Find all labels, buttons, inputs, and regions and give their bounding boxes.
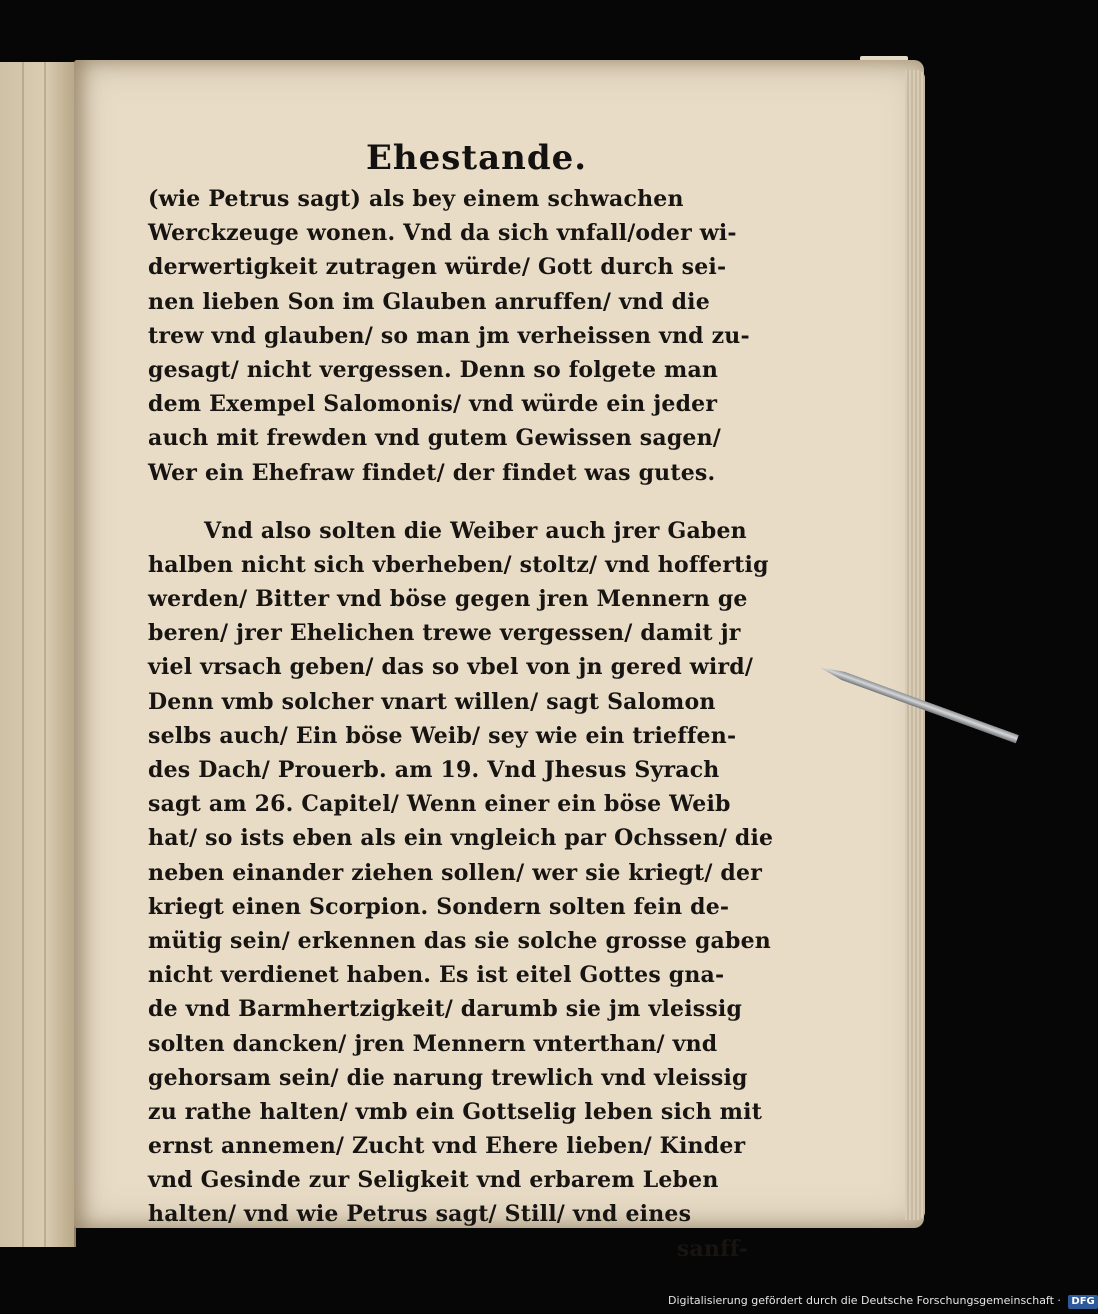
text-line: gehorsam sein/ die narung trewlich vnd vleissig: [148, 1064, 748, 1091]
text-line: beren/ jrer Ehelichen trewe vergessen/ damit jr: [148, 620, 741, 647]
text-line: gesagt/ nicht vergessen. Denn so folgete man: [148, 356, 719, 383]
page-stack-edge: [905, 70, 925, 1220]
text-line: hat/ so ists eben als ein vngleich par Ochssen/ die: [148, 825, 774, 852]
text-line: ernst annemen/ Zucht vnd Ehere lieben/ Kinder: [148, 1133, 746, 1160]
text-line: Wer ein Ehefraw findet/ der findet was gutes.: [148, 459, 716, 486]
text-line: trew vnd glauben/ so man jm verheissen vnd zu-: [148, 322, 750, 349]
text-line: auch mit frewden vnd gutem Gewissen sagen/: [148, 425, 722, 452]
text-line: de vnd Barmhertzigkeit/ darumb sie jm vleissig: [148, 996, 743, 1023]
text-line: werden/ Bitter vnd böse gegen jren Mennern ge: [148, 586, 748, 613]
text-line: kriegt einen Scorpion. Sondern solten fein de-: [148, 893, 730, 920]
text-line: dem Exempel Salomonis/ vnd würde ein jeder: [148, 391, 718, 418]
running-head: Ehestande.: [366, 138, 588, 178]
text-line: neben einander ziehen sollen/ wer sie kriegt/ der: [148, 859, 762, 886]
text-block: [148, 182, 774, 1266]
text-line: Werckzeuge wonen. Vnd da sich vnfall/oder wi-: [148, 220, 737, 247]
text-line: solten dancken/ jren Mennern vnterthan/ vnd: [148, 1030, 718, 1057]
text-line: nen lieben Son im Glauben anruffen/ vnd die: [148, 288, 710, 315]
text-line: zu rathe halten/ vmb ein Gottselig leben sich mit: [148, 1098, 763, 1125]
text-line: mütig sein/ erkennen das sie solche grosse gaben: [148, 927, 771, 954]
text-line: halben nicht sich vberheben/ stoltz/ vnd hoffertig: [148, 551, 769, 578]
text-line: vnd Gesinde zur Seligkeit vnd erbarem Leben: [148, 1167, 719, 1194]
text-line: des Dach/ Prouerb. am 19. Vnd Jhesus Syrach: [148, 757, 720, 783]
dfg-logo: DFG: [1068, 1295, 1097, 1309]
footer-credit: [668, 1294, 1098, 1309]
text-line: sagt am 26. Capitel/ Wenn einer ein böse Weib: [148, 791, 731, 818]
text-line: (wie Petrus sagt) als bey einem schwachen: [148, 186, 684, 212]
paragraph-gap: [148, 490, 748, 514]
credit-text: Digitalisierung gefördert durch die Deutsche Forschungsgemeinschaft ·: [668, 1294, 1061, 1307]
text-line: nicht verdienet haben. Es ist eitel Gottes gna-: [148, 962, 725, 989]
text-line: viel vrsach geben/ das so vbel von jn gered wird/: [148, 654, 754, 681]
text-line: selbs auch/ Ein böse Weib/ sey wie ein trieffen-: [148, 722, 737, 749]
catchword: sanff-: [676, 1235, 748, 1262]
text-line: halten/ vnd wie Petrus sagt/ Still/ vnd eines: [148, 1201, 692, 1228]
text-line: Denn vmb solcher vnart willen/ sagt Salomon: [148, 688, 716, 715]
left-page-edge: [0, 62, 76, 1247]
text-line: derwertigkeit zutragen würde/ Gott durch sei-: [148, 254, 727, 281]
text-line: Vnd also solten die Weiber auch jrer Gaben: [204, 517, 747, 544]
